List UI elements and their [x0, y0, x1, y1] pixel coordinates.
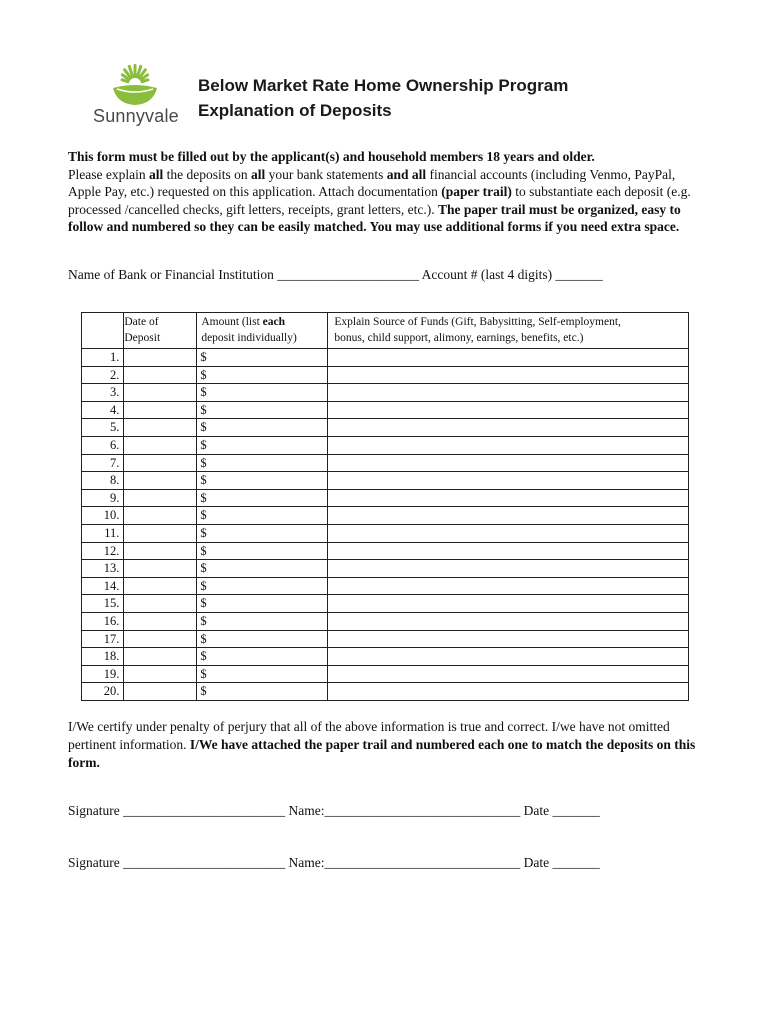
source-of-funds-cell[interactable] [328, 349, 689, 367]
table-row [82, 419, 689, 437]
table-row [82, 542, 689, 560]
row-number: 12. [82, 542, 124, 560]
source-of-funds-cell[interactable] [328, 595, 689, 613]
table-row [82, 436, 689, 454]
deposit-amount-cell[interactable]: $ [197, 436, 328, 454]
logo-wordmark: Sunnyvale [93, 106, 179, 126]
row-number: 6. [82, 436, 124, 454]
eligibility-note: This form must be filled out by the applicant(s) and household members 18 years and older. [68, 149, 595, 164]
source-of-funds-cell[interactable] [328, 665, 689, 683]
row-number: 4. [82, 401, 124, 419]
table-header-row [82, 313, 689, 349]
deposits-table [81, 312, 689, 701]
source-of-funds-cell[interactable] [328, 542, 689, 560]
table-row [82, 630, 689, 648]
deposit-date-cell[interactable] [124, 472, 197, 490]
signature-line-1[interactable]: Signature ________________________ Name:_____________________________ Date _______ [68, 803, 600, 818]
sunnyvale-logo [93, 62, 177, 132]
source-of-funds-cell[interactable] [328, 384, 689, 402]
deposit-amount-cell[interactable]: $ [197, 612, 328, 630]
deposit-amount-cell[interactable]: $ [197, 366, 328, 384]
source-of-funds-cell[interactable] [328, 489, 689, 507]
source-of-funds-cell[interactable] [328, 648, 689, 666]
instructions [68, 148, 708, 236]
row-number: 15. [82, 595, 124, 613]
deposit-amount-cell[interactable]: $ [197, 542, 328, 560]
deposit-amount-cell[interactable]: $ [197, 384, 328, 402]
row-number: 20. [82, 683, 124, 701]
deposit-date-cell[interactable] [124, 560, 197, 578]
row-number: 2. [82, 366, 124, 384]
deposit-date-cell[interactable] [124, 683, 197, 701]
source-of-funds-cell[interactable] [328, 401, 689, 419]
table-row [82, 384, 689, 402]
source-of-funds-cell[interactable] [328, 436, 689, 454]
row-number: 9. [82, 489, 124, 507]
source-of-funds-cell[interactable] [328, 612, 689, 630]
deposit-date-cell[interactable] [124, 419, 197, 437]
amount-column-header: Amount (list each deposit individually) [197, 313, 328, 349]
deposit-date-cell[interactable] [124, 665, 197, 683]
source-of-funds-cell[interactable] [328, 419, 689, 437]
certification-statement: I/We certify under penalty of perjury that all of the above information is true and correct. I/we have not omitted pertinent information. I/We have attached the paper trail and numbered each one to match the deposits on this form. [68, 719, 696, 770]
row-number: 5. [82, 419, 124, 437]
sun-logo-icon [107, 62, 163, 106]
instructions-text: Please explain all the deposits on all your bank statements and all financial accounts (including Venmo, PayPal, Apple Pay, etc.) requested on this application. Attach documentation (paper trail) to substantiate each deposit (e.g. processed /cancelled checks, gift letters, receipts, grant letters, etc.). The paper trail must be organized, easy to follow and numbered so they can be easily matched. You may use additional forms if you need extra space. [68, 166, 691, 234]
table-row [82, 524, 689, 542]
row-number: 17. [82, 630, 124, 648]
row-number: 11. [82, 524, 124, 542]
source-of-funds-cell[interactable] [328, 472, 689, 490]
explain-column-header: Explain Source of Funds (Gift, Babysitting, Self-employment, bonus, child support, alimony, earnings, benefits, etc.) [328, 313, 689, 349]
deposit-amount-cell[interactable]: $ [197, 577, 328, 595]
source-of-funds-cell[interactable] [328, 577, 689, 595]
deposit-date-cell[interactable] [124, 349, 197, 367]
source-of-funds-cell[interactable] [328, 454, 689, 472]
table-row [82, 507, 689, 525]
source-of-funds-cell[interactable] [328, 560, 689, 578]
deposit-rows [82, 349, 689, 701]
deposit-date-cell[interactable] [124, 507, 197, 525]
source-of-funds-cell[interactable] [328, 630, 689, 648]
deposit-amount-cell[interactable]: $ [197, 683, 328, 701]
row-number: 14. [82, 577, 124, 595]
deposit-date-cell[interactable] [124, 366, 197, 384]
form-subtitle: Explanation of Deposits [198, 101, 392, 120]
deposit-amount-cell[interactable]: $ [197, 401, 328, 419]
source-of-funds-cell[interactable] [328, 683, 689, 701]
date-column-header: Date of Deposit [124, 313, 197, 349]
deposit-date-cell[interactable] [124, 595, 197, 613]
table-row [82, 648, 689, 666]
deposit-date-cell[interactable] [124, 630, 197, 648]
deposit-amount-cell[interactable]: $ [197, 349, 328, 367]
deposit-amount-cell[interactable]: $ [197, 419, 328, 437]
row-number: 1. [82, 349, 124, 367]
table-row [82, 366, 689, 384]
deposit-date-cell[interactable] [124, 648, 197, 666]
table-row [82, 683, 689, 701]
row-number: 7. [82, 454, 124, 472]
deposit-date-cell[interactable] [124, 454, 197, 472]
table-row [82, 489, 689, 507]
deposit-date-cell[interactable] [124, 577, 197, 595]
row-number: 16. [82, 612, 124, 630]
source-of-funds-cell[interactable] [328, 366, 689, 384]
form-title [198, 73, 568, 123]
deposit-date-cell[interactable] [124, 436, 197, 454]
deposit-amount-cell[interactable]: $ [197, 665, 328, 683]
deposit-amount-cell[interactable]: $ [197, 648, 328, 666]
program-title: Below Market Rate Home Ownership Program [198, 76, 569, 95]
deposit-date-cell[interactable] [124, 401, 197, 419]
table-row [82, 349, 689, 367]
table-row [82, 401, 689, 419]
row-number: 18. [82, 648, 124, 666]
deposit-amount-cell[interactable]: $ [197, 595, 328, 613]
table-row [82, 454, 689, 472]
table-row [82, 595, 689, 613]
deposit-amount-cell[interactable]: $ [197, 454, 328, 472]
deposit-date-cell[interactable] [124, 524, 197, 542]
table-row [82, 612, 689, 630]
deposit-amount-cell[interactable]: $ [197, 630, 328, 648]
deposit-date-cell[interactable] [124, 612, 197, 630]
deposit-date-cell[interactable] [124, 489, 197, 507]
deposit-amount-cell[interactable]: $ [197, 489, 328, 507]
deposit-amount-cell[interactable]: $ [197, 472, 328, 490]
deposit-amount-cell[interactable]: $ [197, 507, 328, 525]
row-number: 19. [82, 665, 124, 683]
deposit-amount-cell[interactable]: $ [197, 560, 328, 578]
row-number: 8. [82, 472, 124, 490]
row-number-header [82, 313, 124, 349]
table-row [82, 577, 689, 595]
table-row [82, 472, 689, 490]
source-of-funds-cell[interactable] [328, 507, 689, 525]
deposit-amount-cell[interactable]: $ [197, 524, 328, 542]
row-number: 13. [82, 560, 124, 578]
source-of-funds-cell[interactable] [328, 524, 689, 542]
table-row [82, 560, 689, 578]
table-row [82, 665, 689, 683]
deposit-date-cell[interactable] [124, 542, 197, 560]
row-number: 3. [82, 384, 124, 402]
row-number: 10. [82, 507, 124, 525]
deposit-date-cell[interactable] [124, 384, 197, 402]
bank-name-account-field[interactable]: Name of Bank or Financial Institution _____________________ Account # (last 4 digits) _______ [68, 267, 603, 282]
signature-line-2[interactable]: Signature ________________________ Name:_____________________________ Date _______ [68, 855, 600, 870]
